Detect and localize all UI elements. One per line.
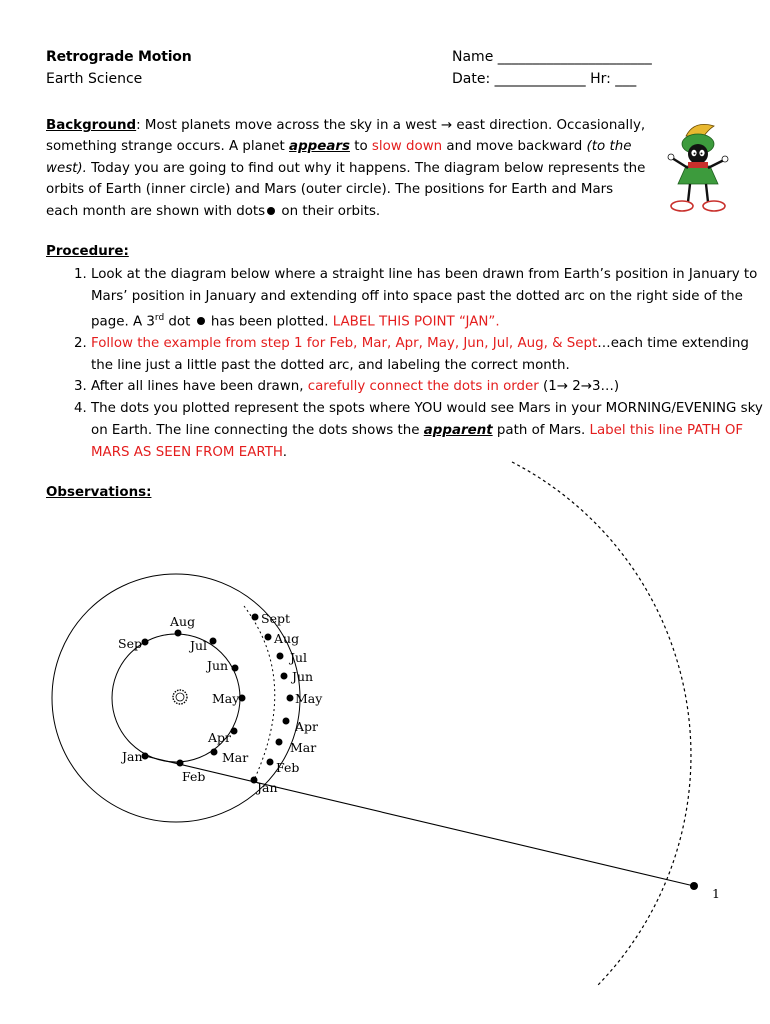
name-field-label: Name ______________________ [452,49,652,65]
mars-dot-jun [281,673,288,680]
slow-down-emphasis: slow down [371,139,443,155]
earth-dot-feb [177,760,184,767]
earth-label-jun: Jun [207,658,229,673]
procedure-step-2: 2. Follow the example from step 1 for Feb, Mar, Apr, May, Jun, Jul, Aug, & Sept…each time extending the line just a little past the dotted arc, and labeling the correct month. [91,333,770,377]
earth-dot-sep [142,639,149,646]
sky-dotted-arc [512,462,691,985]
earth-dot-jun [232,665,239,672]
mars-label-may: May [295,691,323,706]
earth-label-may: May [212,691,240,706]
page-title: Retrograde Motion [46,49,192,65]
mars-dot-jul [277,653,284,660]
plotted-point-1 [690,882,698,890]
earth-dot-mar [211,749,218,756]
earth-dot-may [239,695,246,702]
sight-line-jan [145,756,694,886]
earth-dot-jul [210,638,217,645]
sun-icon [173,690,187,704]
procedure-step-3: 3. After all lines have been drawn, carefully connect the dots in order (1→ 2→3…) [91,376,770,398]
point-label-1: 1 [712,886,720,901]
mars-dot-apr [283,718,290,725]
date-hour-field-label: Date: _____________ Hr: ___ [452,71,637,87]
background-paragraph: Background: Most planets move across the sky in a west → east direction. Occasionally, something strange occurs. A planet appears to slow down and move backward (to the west). Today you are going to find out why it happens. The diagram below represents the orbits of Earth (inner circle) and Mars (outer circle). The positions for Earth and Mars each month are shown with dots on their orbits. [46,118,646,219]
mars-dot-sept [252,614,259,621]
earth-label-sep: Sep [118,636,142,651]
earth-label-apr: Apr [208,730,232,745]
mars-label-aug: Aug [274,631,300,646]
earth-label-jul: Jul [190,638,208,653]
mars-dot-aug [265,634,272,641]
mars-label-mar: Mar [290,740,317,755]
earth-label-jan: Jan [122,749,143,764]
observations-heading: Observations: [46,485,152,500]
to-the-west-emphasis: (to the west). [46,139,632,176]
mars-label-apr: Apr [295,719,319,734]
earth-dot-apr [231,728,238,735]
earth-label-aug: Aug [170,614,196,629]
background-heading: Background [46,118,137,133]
mars-label-jul: Jul [290,650,308,665]
earth-label-feb: Feb [182,769,206,784]
mars-dot-feb [267,759,274,766]
mars-label-jan: Jan [257,780,278,795]
mars-dot-may [287,695,294,702]
mars-label-sept: Sept [261,611,290,626]
procedure-heading: Procedure: [46,244,129,259]
procedure-step-1: 1. Look at the diagram below where a straight line has been drawn from Earth’s position in January to Mars’ position in January and extending off into space past the dotted arc on the right side of the page. A 3rd dot has been plotted. LABEL THIS POINT “JAN”. [91,264,770,333]
course-subtitle: Earth Science [46,71,143,87]
earth-label-mar: Mar [222,750,249,765]
earth-dot-aug [175,630,182,637]
earth-dot-jan [142,753,149,760]
appears-emphasis: appears [289,139,350,155]
mars-dot-mar [276,739,283,746]
procedure-step-4: 4. The dots you plotted represent the spots where YOU would see Mars in your MORNING/EVENING sky on Earth. The line connecting the dots shows the apparent path of Mars. Label this line PATH OF MARS AS SEEN FROM EARTH. [91,398,770,463]
mars-label-feb: Feb [276,760,300,775]
mars-label-jun: Jun [292,669,314,684]
